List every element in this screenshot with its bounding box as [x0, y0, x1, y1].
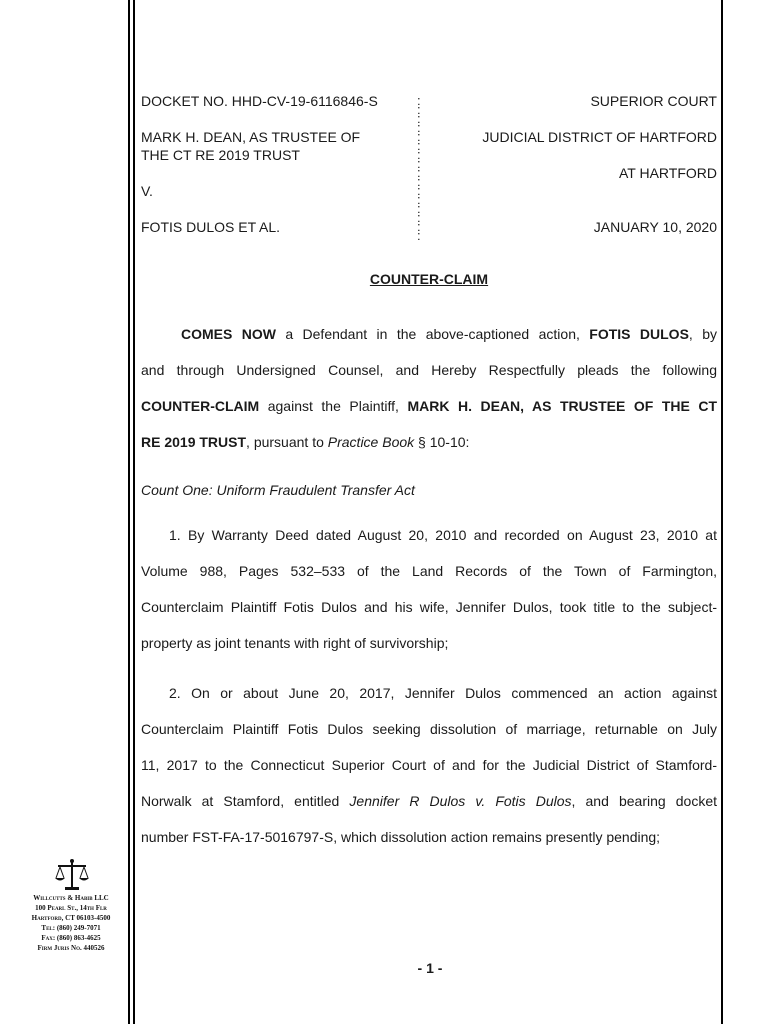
count-heading: Count One: Uniform Fraudulent Transfer Act [141, 482, 415, 498]
defendant-name: FOTIS DULOS ET AL. [141, 219, 281, 235]
para1-line-4: property as joint tenants with right of survivorship; [141, 635, 449, 651]
para1-line-3: Counterclaim Plaintiff Fotis Dulos and his wife, Jennifer Dulos, took title to the subject- [141, 599, 717, 615]
practice-book: Practice Book [327, 434, 415, 450]
para2-line-3: 11, 2017 to the Connecticut Superior Court of and for the Judicial District of Stamford- [141, 757, 717, 773]
firm-fax: Fax: (860) 863-4625 [41, 934, 101, 942]
intro-text-2: , by [688, 326, 717, 342]
firm-name: Willcutts & Habib LLC [33, 894, 109, 902]
intro-text-3: against the Plaintiff, [259, 398, 408, 414]
plaintiff-line-2: THE CT RE 2019 TRUST [141, 147, 300, 163]
firm-tel: Tel: (860) 249-7071 [41, 924, 101, 932]
intro-text-4: , pursuant to [246, 434, 328, 450]
intro-text-1: a Defendant in the above-captioned action, [275, 326, 590, 342]
left-margin-rule-inner [133, 0, 135, 1024]
versus: V. [141, 183, 153, 199]
defendant-bold: FOTIS DULOS [589, 326, 689, 342]
plaintiff-bold-b: RE 2019 TRUST [141, 434, 247, 450]
docket-number: DOCKET NO. HHD-CV-19-6116846-S [141, 93, 378, 109]
firm-juris: Firm Juris No. 440526 [37, 944, 105, 952]
counter-claim-bold: COUNTER-CLAIM [141, 398, 260, 414]
para1-line-2: Volume 988, Pages 532–533 of the Land Records of the Town of Farmington, [141, 563, 717, 579]
right-margin-rule [721, 0, 723, 1024]
plaintiff-line-1: MARK H. DEAN, AS TRUSTEE OF [141, 129, 361, 145]
page-number: - 1 - [417, 960, 443, 976]
scales-of-justice-icon [54, 858, 90, 892]
filing-date: JANUARY 10, 2020 [593, 219, 717, 235]
firm-info [14, 893, 128, 953]
para2-line-4a: Norwalk at Stamford, entitled [141, 793, 350, 809]
document-title: COUNTER-CLAIM [369, 271, 489, 287]
judicial-district: JUDICIAL DISTRICT OF HARTFORD [482, 129, 717, 145]
para2-line-5: number FST-FA-17-5016797-S, which dissolution action remains presently pending; [141, 829, 661, 845]
paragraph-1 [141, 517, 717, 661]
court-location: AT HARTFORD [618, 165, 717, 181]
intro-text-5: § 10-10: [414, 434, 470, 450]
paragraph-2 [141, 675, 717, 855]
firm-city: Hartford, CT 06103-4500 [31, 914, 111, 922]
intro-paragraph [141, 316, 717, 460]
plaintiff-bold-a: MARK H. DEAN, AS TRUSTEE OF THE CT [407, 398, 717, 414]
intro-line-2: and through Undersigned Counsel, and Hereby Respectfully pleads the following [141, 362, 717, 378]
para1-line-1: 1. By Warranty Deed dated August 20, 2010 and recorded on August 23, 2010 at [169, 527, 717, 543]
comes-now: COMES NOW [181, 326, 276, 342]
caption-colon-column: : : : : : : : : : : : : : : : : [417, 93, 421, 243]
case-name: Jennifer R Dulos v. Fotis Dulos [349, 793, 572, 809]
para2-line-4b: , and bearing docket [571, 793, 718, 809]
left-margin-rule-outer [128, 0, 130, 1024]
para2-line-2: Counterclaim Plaintiff Fotis Dulos seeking dissolution of marriage, returnable on July [141, 721, 717, 737]
firm-address: 100 Pearl St., 14th Flr [35, 904, 107, 912]
para2-line-1: 2. On or about June 20, 2017, Jennifer Dulos commenced an action against [169, 685, 717, 701]
court-name: SUPERIOR COURT [590, 93, 717, 109]
